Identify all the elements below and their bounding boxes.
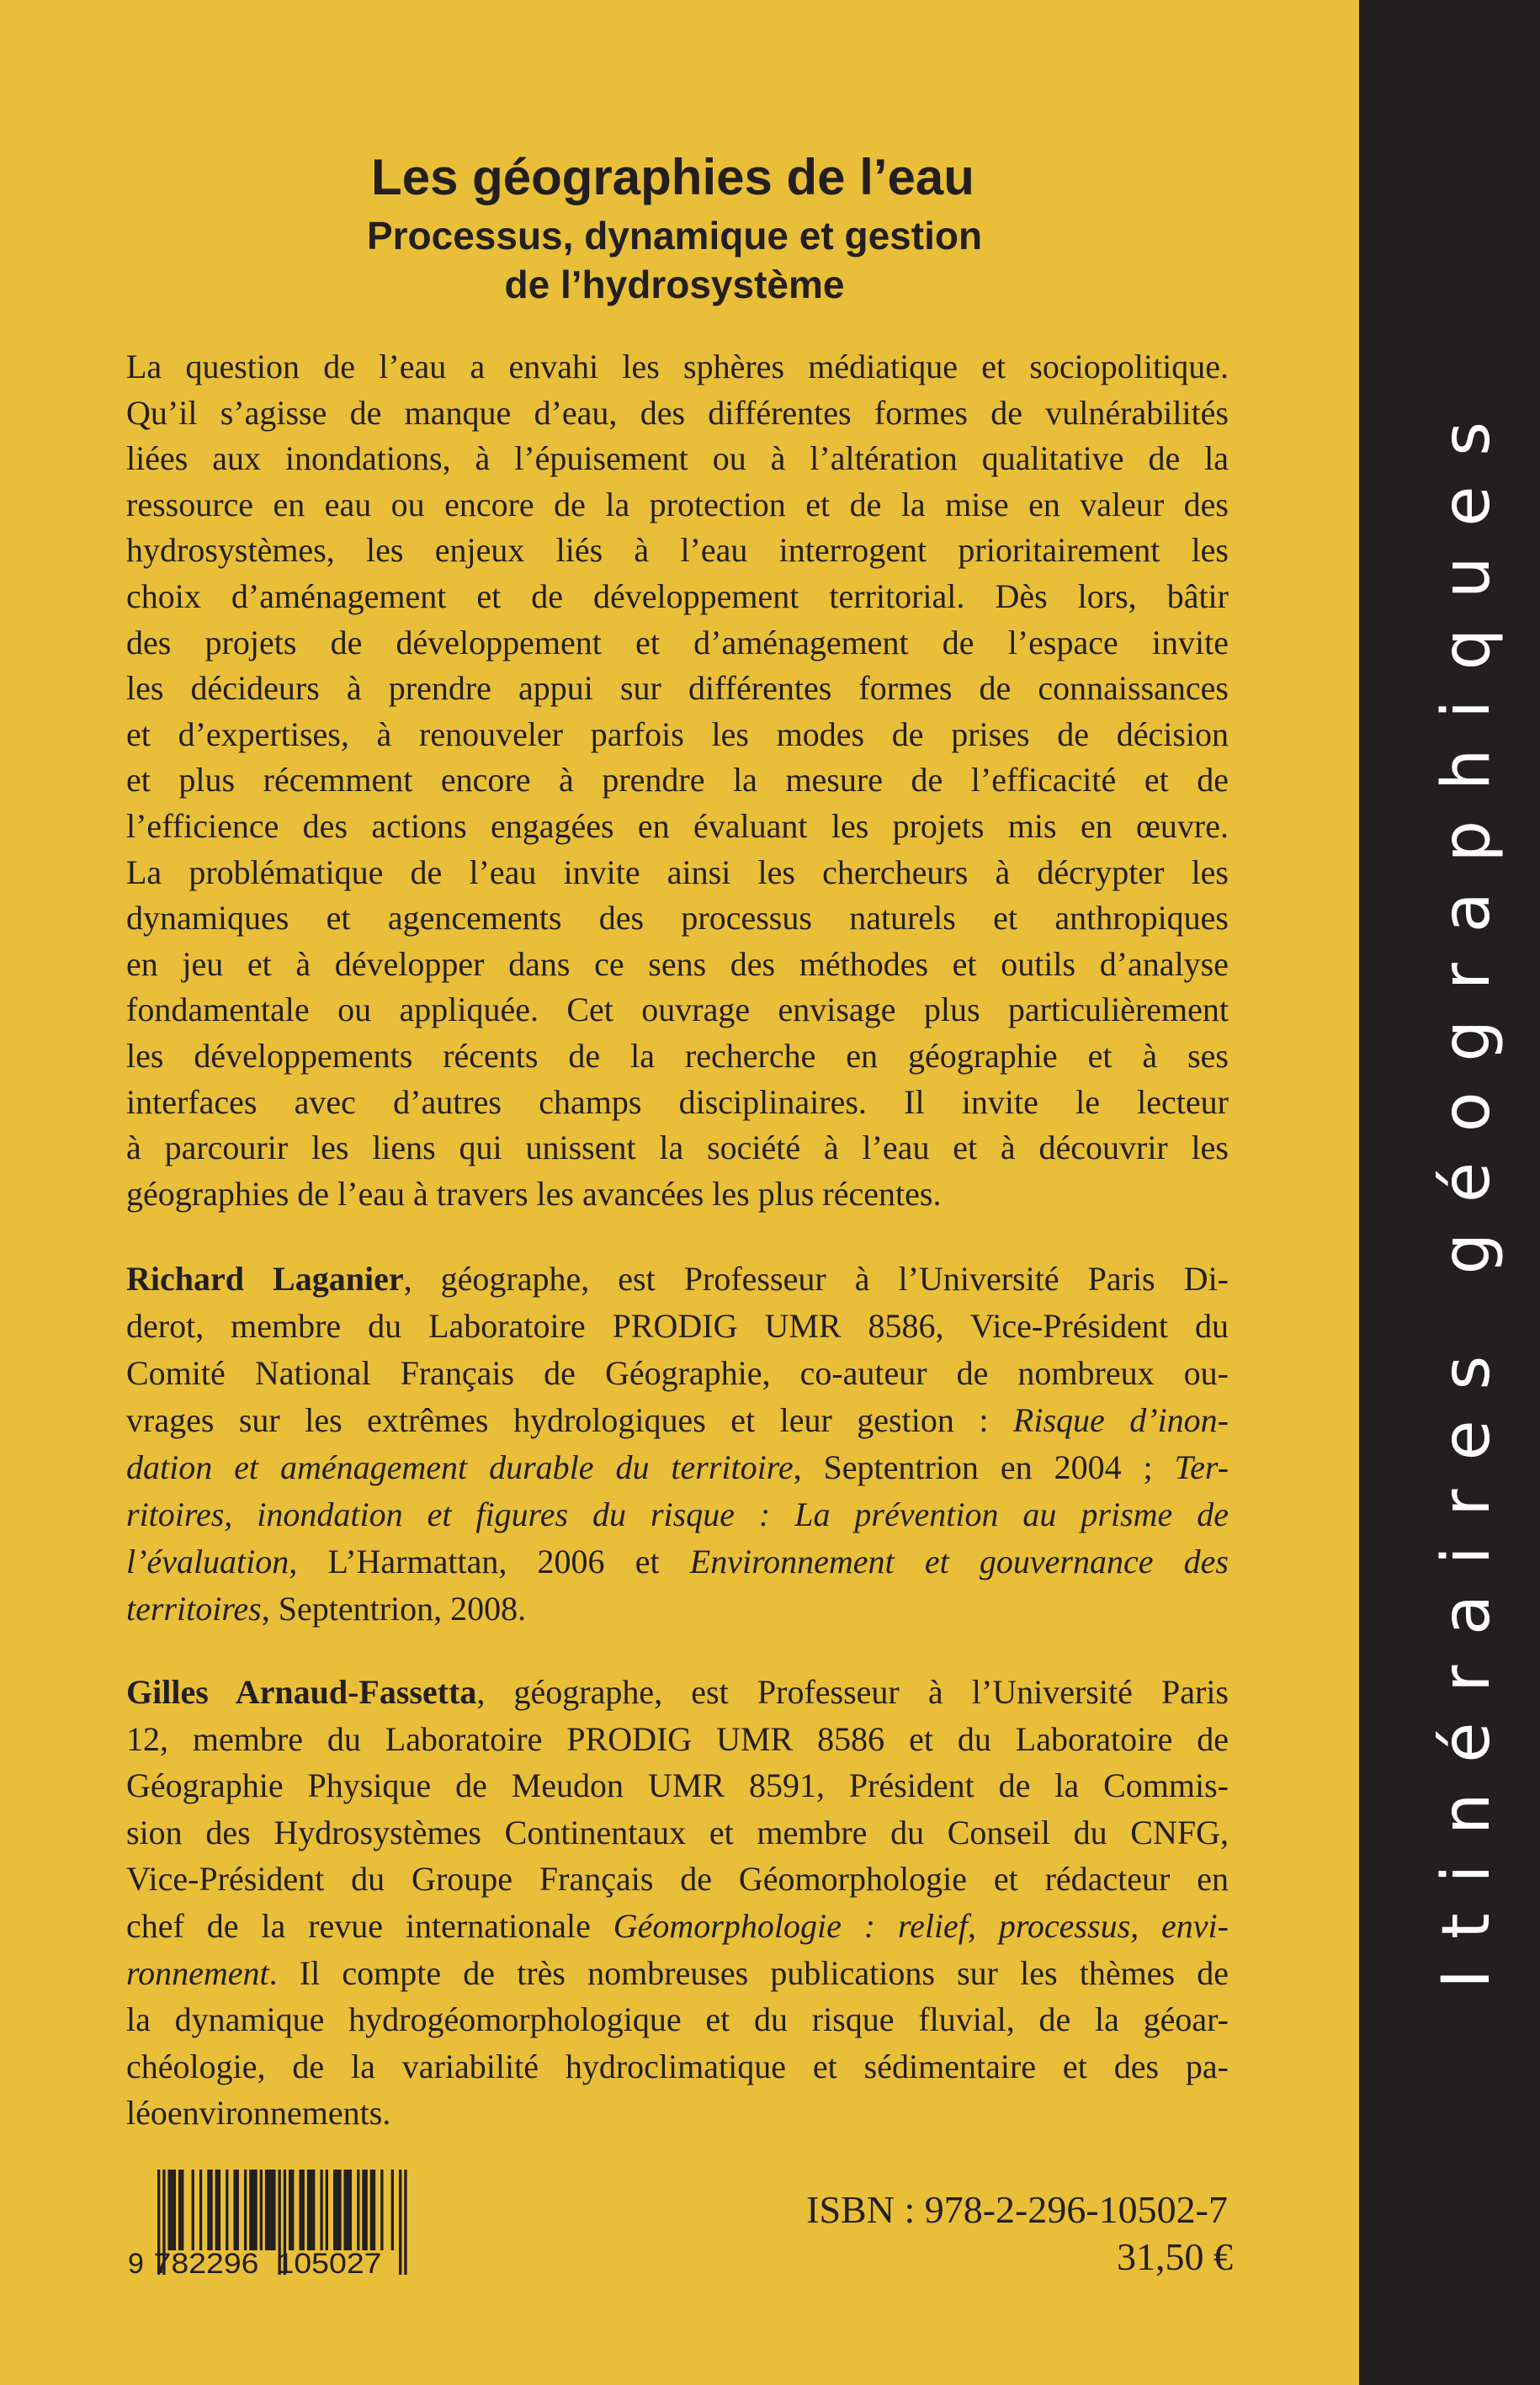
barcode-bar: [233, 2170, 236, 2250]
text-run: , L’Harmattan, 2006 et: [289, 1543, 690, 1580]
series-name: Itinéraires géographiques: [1428, 391, 1505, 1989]
barcode-bar: [344, 2170, 347, 2250]
barcode-bar: [244, 2170, 247, 2250]
italic-title-text: territoires: [126, 1590, 262, 1628]
barcode-bar: [268, 2170, 270, 2250]
barcode-bar: [370, 2170, 373, 2250]
text-line: [126, 2043, 1229, 2090]
text-run: La problématique de l’eau invite ainsi les chercheurs à décrypter les: [126, 853, 1229, 891]
barcode-bar: [218, 2170, 220, 2250]
book-subtitle-line-1: Processus, dynamique et gestion: [366, 214, 983, 258]
barcode-bar: [199, 2170, 202, 2250]
text-line: [126, 1033, 1229, 1080]
text-line: [126, 1950, 1229, 1997]
text-line: [126, 1491, 1229, 1538]
text-run: liées aux inondations, à l’épuisement ou à l’altération qualitative de la: [126, 439, 1229, 478]
barcode-bar: [320, 2170, 322, 2250]
barcode-bar: [347, 2170, 349, 2250]
barcode-bar: [273, 2170, 275, 2250]
text-line: [126, 1538, 1229, 1586]
text-line: [126, 1809, 1229, 1856]
barcode-bar: [307, 2170, 310, 2250]
barcode-bar: [171, 2170, 173, 2250]
text-run: géographies de l’eau à travers les avancées les plus récentes.: [126, 1174, 942, 1213]
text-run: et d’expertises, à renouveler parfois les modes de prises de décision: [126, 714, 1229, 753]
text-line: [126, 666, 1229, 712]
barcode-bar: [265, 2170, 268, 2250]
text-run: vrages sur les extrêmes hydrologiques et leur gestion :: [126, 1401, 1013, 1439]
barcode-bar: [210, 2170, 212, 2250]
text-line: [126, 1669, 1229, 1716]
barcode-bar: [215, 2170, 218, 2250]
italic-title-text: Ter-: [1174, 1448, 1229, 1486]
barcode-bar: [333, 2170, 336, 2250]
author-bio-richard-laganier: [126, 1256, 1229, 1633]
barcode-bar: [362, 2170, 364, 2250]
barcode-bar: [173, 2170, 176, 2250]
barcode-bar: [338, 2170, 341, 2250]
text-run: , Septentrion en 2004 ;: [793, 1448, 1175, 1486]
text-line: [126, 1903, 1229, 1950]
isbn-number: ISBN : 978-2-296-10502-7: [806, 2188, 1228, 2231]
barcode-bar: [270, 2170, 273, 2250]
barcode-bar: [299, 2170, 301, 2250]
price: 31,50 €: [1117, 2235, 1233, 2278]
barcode-bar: [291, 2170, 294, 2250]
text-run: . Il compte de très nombreuses publications sur les thèmes de: [268, 1953, 1229, 1992]
text-run: léoenvironnements.: [126, 2094, 391, 2133]
text-line: [126, 1125, 1229, 1171]
text-run: Qu’il s’agisse de manque d’eau, des différentes formes de vulnérabilités: [126, 393, 1229, 432]
text-run: à parcourir les liens qui unissent la société à l’eau et à découvrir les: [126, 1129, 1229, 1167]
author-name: Richard Laganier: [126, 1260, 404, 1298]
text-run: la dynamique hydrogéomorphologique et du risque fluvial, de la géoar-: [126, 2000, 1229, 2039]
text-run: La question de l’eau a envahi les sphères médiatique et sociopolitique.: [126, 348, 1229, 385]
barcode-bar: [302, 2170, 305, 2250]
book-subtitle-line-2: de l’hydrosystème: [504, 263, 845, 306]
text-run: chéologie, de la variabilité hydroclimatique et sédimentaire et des pa-: [126, 2047, 1229, 2085]
text-line: [126, 1716, 1229, 1763]
text-run: interfaces avec d’autres champs disciplinaires. Il invite le lecteur: [126, 1082, 1229, 1121]
text-run: fondamentale ou appliquée. Cet ouvrage envisage plus particulièrement: [126, 991, 1229, 1029]
barcode-bar: [192, 2170, 194, 2250]
text-run: , Septentrion, 2008.: [261, 1590, 527, 1628]
barcode-bar: [167, 2170, 170, 2250]
text-run: hydrosystèmes, les enjeux liés à l’eau interrogent prioritairement les: [126, 531, 1229, 570]
barcode-bar: [249, 2170, 252, 2250]
text-line: [126, 1586, 1229, 1633]
text-line: [126, 1996, 1229, 2043]
text-line: [126, 1303, 1229, 1350]
text-run: des projets de développement et d’aménagement de l’espace invite: [126, 623, 1229, 661]
italic-title-text: dation et aménagement durable du territoire: [126, 1448, 794, 1486]
italic-title-text: ritoires, inondation et figures du risque : La prévention au prisme de: [126, 1495, 1229, 1533]
text-line: [126, 1080, 1229, 1126]
text-run: 12, membre du Laboratoire PRODIG UMR 8586 et du Laboratoire de: [126, 1719, 1229, 1758]
text-run: sion des Hydrosystèmes Continentaux et membre du Conseil du CNFG,: [126, 1813, 1229, 1851]
text-run: dynamiques et agencements des processus naturels et anthropiques: [126, 899, 1229, 938]
barcode-right-digits: 105027: [276, 2248, 382, 2280]
text-run: Géographie Physique de Meudon UMR 8591, Président de la Commis-: [126, 1766, 1229, 1805]
barcode-bar: [364, 2170, 367, 2250]
text-run: , géographe, est Professeur à l’Université Paris Di-: [403, 1260, 1229, 1298]
barcode-first-digit: 9: [128, 2248, 144, 2280]
text-run: ressource en eau ou encore de la protection et de la mise en valeur des: [126, 485, 1229, 523]
text-line: [126, 1171, 1229, 1218]
text-run: les décideurs à prendre appui sur différentes formes de connaissances: [126, 669, 1229, 708]
text-line: [126, 390, 1229, 437]
text-line: [126, 804, 1229, 850]
text-run: les développements récents de la recherche en géographie et à ses: [126, 1036, 1229, 1075]
barcode-bar: [380, 2170, 383, 2250]
author-bio-gilles-arnaud-fassetta: [126, 1669, 1229, 2137]
text-line: [126, 895, 1229, 942]
text-line: [126, 344, 1229, 390]
text-line: [126, 620, 1229, 667]
barcode-bar: [349, 2170, 352, 2250]
author-name: Gilles Arnaud-Fassetta: [126, 1673, 477, 1711]
barcode-bar: [404, 2170, 406, 2275]
barcode-bar: [181, 2170, 183, 2250]
text-line: [126, 850, 1229, 896]
text-line: [126, 987, 1229, 1033]
italic-title-text: ronnement: [126, 1953, 269, 1992]
text-line: [126, 436, 1229, 482]
italic-title-text: Environnement et gouvernance des: [689, 1543, 1229, 1580]
barcode-bar: [207, 2170, 210, 2250]
text-run: en jeu et à développer dans ce sens des méthodes et outils d’analyse: [126, 944, 1229, 983]
barcode-bar: [391, 2170, 394, 2250]
text-run: , géographe, est Professeur à l’Université Paris: [476, 1673, 1229, 1711]
text-run: l’efficience des actions engagées en évaluant les projets mis en œuvre.: [126, 806, 1229, 845]
barcode-bar: [254, 2170, 257, 2250]
barcode-bar: [326, 2170, 328, 2250]
barcode-bar: [226, 2170, 228, 2250]
barcode-bar: [178, 2170, 181, 2250]
italic-title-text: Risque d’inon-: [1012, 1401, 1229, 1439]
text-run: Comité National Français de Géographie, co-auteur de nombreux ou-: [126, 1354, 1229, 1392]
text-line: [126, 1856, 1229, 1903]
text-run: et plus récemment encore à prendre la mesure de l’efficacité et de: [126, 761, 1229, 799]
text-line: [126, 1444, 1229, 1491]
text-line: [126, 1256, 1229, 1303]
text-line: [126, 482, 1229, 529]
barcode-bar: [373, 2170, 375, 2250]
barcode-bar: [260, 2170, 263, 2250]
barcode-left-digits: 782296: [153, 2248, 259, 2280]
barcode-bar: [336, 2170, 338, 2250]
barcode-bar: [252, 2170, 254, 2250]
text-line: [126, 2090, 1229, 2137]
isbn-barcode: [118, 2163, 421, 2289]
barcode-bar: [289, 2170, 291, 2250]
text-run: derot, membre du Laboratoire PRODIG UMR 8586, Vice-Président du: [126, 1307, 1229, 1345]
barcode-bar: [399, 2170, 401, 2275]
text-line: [126, 1350, 1229, 1397]
barcode-bar: [357, 2170, 359, 2250]
blurb-paragraph: [126, 344, 1229, 1217]
italic-title-text: l’évaluation: [126, 1543, 289, 1580]
text-run: Vice-Président du Groupe Français de Géomorphologie et rédacteur en: [126, 1860, 1229, 1899]
text-line: [126, 1397, 1229, 1444]
text-line: [126, 712, 1229, 758]
text-line: [126, 757, 1229, 804]
italic-title-text: Géomorphologie : relief, processus, envi-: [613, 1906, 1229, 1945]
barcode-bar: [312, 2170, 315, 2250]
text-line: [126, 1762, 1229, 1809]
text-line: [126, 574, 1229, 620]
text-run: choix d’aménagement et de développement territorial. Dès lors, bâtir: [126, 576, 1229, 615]
book-title: Les géographies de l’eau: [371, 149, 974, 205]
barcode-bar: [310, 2170, 312, 2250]
text-run: chef de la revue internationale: [126, 1906, 613, 1945]
text-line: [126, 942, 1229, 988]
text-line: [126, 528, 1229, 574]
barcode-bar: [236, 2170, 239, 2250]
